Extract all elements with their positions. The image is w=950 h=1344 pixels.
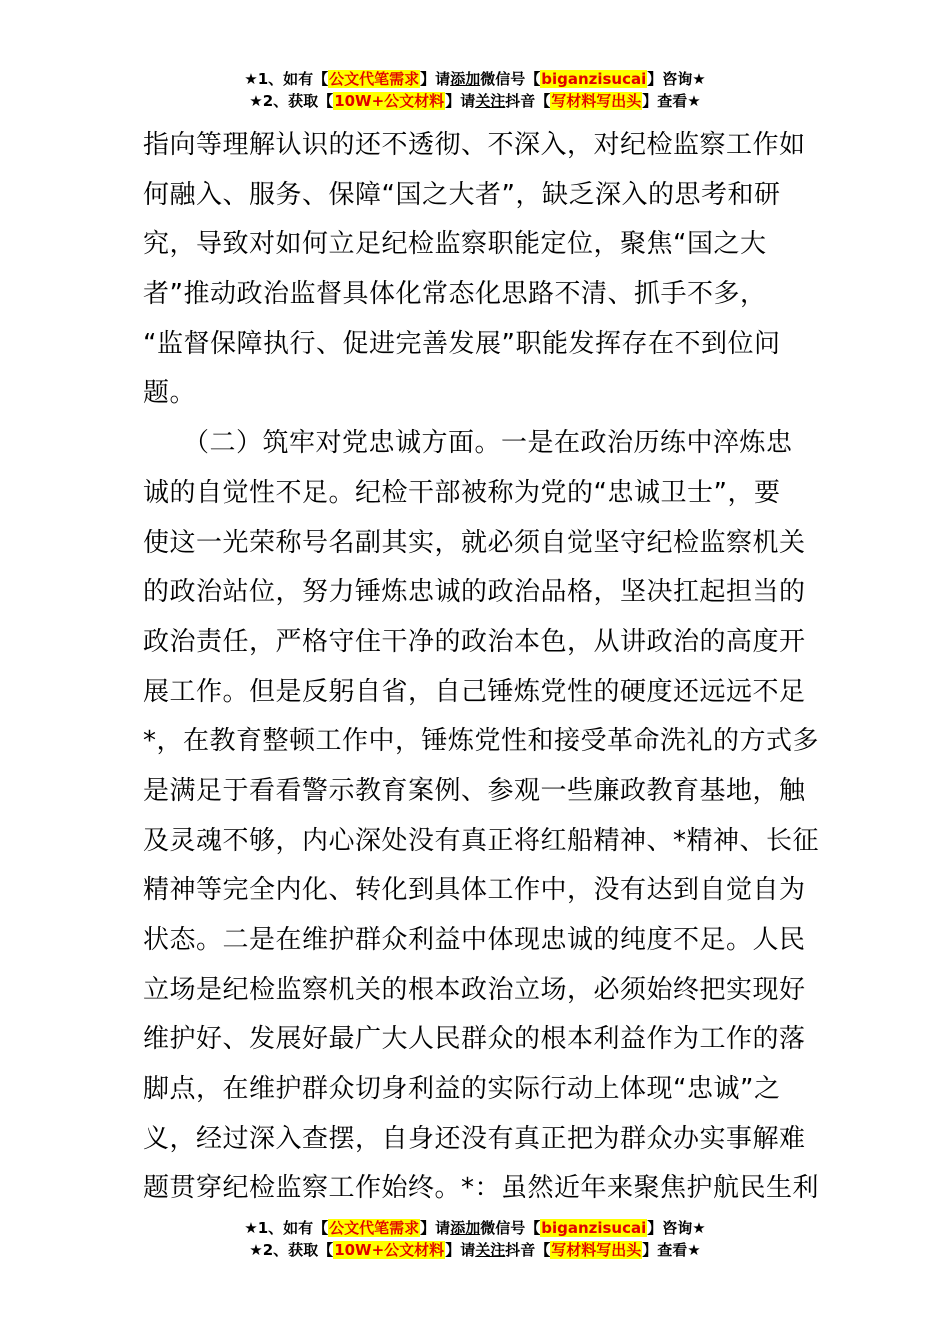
banner-text: 微信号【 [480,70,541,88]
body-line: （二）筑牢对党忠诚方面。一是在政治历练中淬炼忠 [143,428,793,459]
highlight-text: 公文代笔需求 [329,70,420,88]
body-line: 及灵魂不够，内心深处没有真正将红船精神、*精神、长征 [143,825,820,856]
body-line: 使这一光荣称号名副其实，就必须自觉坚守纪检监察机关 [143,527,806,558]
body-line: 诚的自觉性不足。纪检干部被称为党的“忠诚卫士”，要 [143,477,781,508]
banner-text: ★2、获取【 [249,92,334,110]
body-line: “监督保障执行、促进完善发展”职能发挥存在不到位问 [143,328,781,359]
body-line: 题。 [143,378,197,409]
body-line: 究，导致对如何立足纪检监察职能定位，聚焦“国之大 [143,229,767,260]
highlight-text: biganzisucai [541,1219,647,1237]
bottom-banner [0,1217,950,1261]
banner-text: 】咨询★ [647,70,706,88]
banner-text: 抖音【 [505,92,551,110]
body-line: 状态。二是在维护群众利益中体现忠诚的纯度不足。人民 [143,925,806,955]
body-line: 者”推动政治监督具体化常态化思路不清、抓手不多， [143,279,767,310]
banner-text: 】查看★ [642,1241,701,1259]
banner-line-1 [0,68,950,90]
underlined-text: 添加 [450,1219,481,1237]
highlight-text: 10W+公文材料 [334,92,445,110]
body-line: 指向等理解认识的还不透彻、不深入，对纪检监察工作如 [143,130,806,160]
highlight-text: 10W+公文材料 [334,1241,445,1259]
banner-text: 】请 [445,1241,476,1259]
underlined-text: 关注 [475,1241,506,1259]
body-line: 题贯穿纪检监察工作始终。*：虽然近年来聚焦护航民生利 [143,1173,820,1204]
body-line: 展工作。但是反躬自省，自己锤炼党性的硬度还远远不足 [143,676,806,707]
banner-text: 】请 [420,1219,451,1237]
banner-text: 抖音【 [505,1241,551,1259]
body-line: 立场是纪检监察机关的根本政治立场，必须始终把实现好 [143,974,806,1005]
banner-text: ★1、如有【 [244,70,329,88]
body-line: 义，经过深入查摆，自身还没有真正把为群众办实事解难 [143,1123,806,1154]
body-line: 脚点，在维护群众切身利益的实际行动上体现“忠诚”之 [143,1074,781,1105]
document-body [143,121,820,1214]
highlight-text: biganzisucai [541,70,647,88]
body-line: 维护好、发展好最广大人民群众的根本利益作为工作的落 [143,1024,806,1055]
highlight-text: 写材料写出头 [551,1241,642,1259]
body-line: 是满足于看看警示教育案例、参观一些廉政教育基地，触 [143,775,806,806]
highlight-text: 写材料写出头 [551,92,642,110]
banner-text: 】请 [445,92,476,110]
banner-text: 微信号【 [480,1219,541,1237]
banner-line-2 [0,1239,950,1261]
body-line: 精神等完全内化、转化到具体工作中，没有达到自觉自为 [143,875,806,906]
underlined-text: 关注 [475,92,506,110]
banner-text: 】请 [420,70,451,88]
body-line: 何融入、服务、保障“国之大者”，缺乏深入的思考和研 [143,179,781,210]
banner-text: ★2、获取【 [249,1241,334,1259]
banner-text: 】咨询★ [647,1219,706,1237]
banner-text: 】查看★ [642,92,701,110]
body-line: 政治责任，严格守住干净的政治本色，从讲政治的高度开 [143,626,806,657]
banner-text: ★1、如有【 [244,1219,329,1237]
banner-line-1 [0,1217,950,1239]
body-line: *，在教育整顿工作中，锤炼党性和接受革命洗礼的方式多 [143,726,820,757]
highlight-text: 公文代笔需求 [329,1219,420,1237]
body-line: 的政治站位，努力锤炼忠诚的政治品格，坚决扛起担当的 [143,577,806,608]
underlined-text: 添加 [450,70,481,88]
banner-line-2 [0,90,950,112]
top-banner [0,68,950,112]
